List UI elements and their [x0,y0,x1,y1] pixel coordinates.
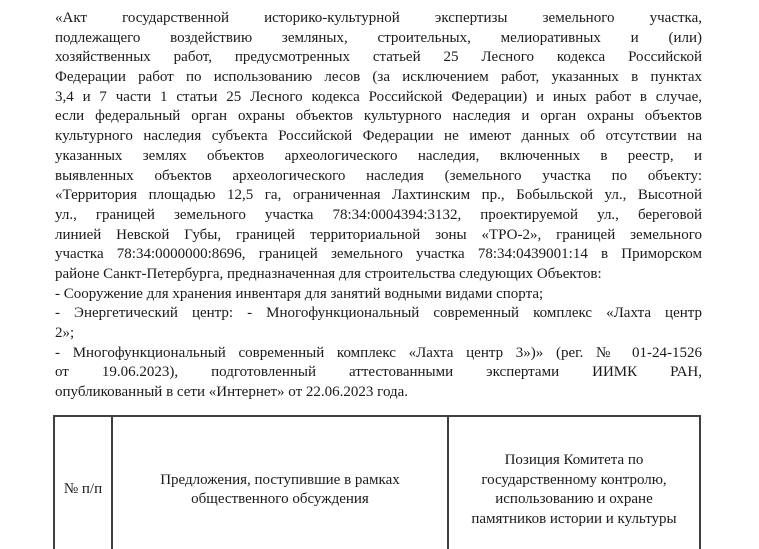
list-item-line: - Многофункциональный современный комплекс «Лахта центр 3»)» (рег. № 01-24-1526 [55,344,702,361]
paragraph-line: культурного наследия субъекта Российской Федерации не имеют данных об отсутствии на [55,128,702,145]
paragraph-line: выявленных объектов археологического наследия (земельного участка по объекту: [55,167,702,184]
table-header-committee-position-column [447,417,699,549]
paragraph-line: «Акт государственной историко-культурной экспертизы земельного участка, [55,10,702,26]
paragraph-line: районе Санкт-Петербурга, предназначенная для строительства следующих Объектов: [55,265,602,282]
paragraph-line: хозяйственных работ, предусмотренных статьей 25 Лесного кодекса Российской [55,49,702,66]
paragraph-line: Федерации работ по использованию лесов (за исключением работ, указанных в пунктах [55,69,702,86]
list-item-line: - Энергетический центр: - Многофункциональный современный комплекс «Лахта центр [55,305,702,322]
paragraph-line: если федеральный орган охраны объектов культурного наследия и орган охраны объектов [55,108,702,125]
paragraph-line: подлежащего воздействию земляных, строительных, мелиоративных и (или) [55,29,702,46]
list-item-line: - Сооружение для хранения инвентаря для занятий водными видами спорта; [55,285,544,302]
paragraph-line: указанных землях объектов археологического наследия, включенных в реестр, и [55,147,702,164]
paragraph-line: опубликованный в сети «Интернет» от 22.06.2023 года. [55,384,409,401]
paragraph-line: «Территория площадью 12,5 га, ограниченная Лахтинским пр., Бобыльской ул., Высотной [55,187,702,204]
paragraph-line: от 19.06.2023), подготовленный аттестованными экспертами ИИМК РАН, [55,364,702,381]
list-item-line: 2»; [55,325,75,341]
paragraph-line: линией Невской Губы, границей территориальной зоны «ТРО-2», границей земельного [55,226,702,243]
paragraph-line: 3,4 и 7 части 1 статьи 25 Лесного кодекса Российской Федерации) и иных работ в случае, [55,88,702,105]
table-header-label: № п/п [63,481,103,498]
table-header-label: Позиция Комитета по государственному контролю, использованию и охране памятников истории и культуры [471,452,677,527]
paragraph-line: участка 78:34:0000000:8696, границей земельного участка 78:34:0439001:14 в Приморском [55,246,702,263]
paragraph-line: ул., границей земельного участка 78:34:0004394:3132, проектируемой ул., береговой [55,206,702,223]
expertise-act-paragraph [55,9,702,403]
proposals-table [53,415,701,549]
table-header-number-column [55,417,111,549]
table-header-label: Предложения, поступившие в рамках общественного обсуждения [160,471,400,507]
table-header-proposals-column [111,417,447,549]
